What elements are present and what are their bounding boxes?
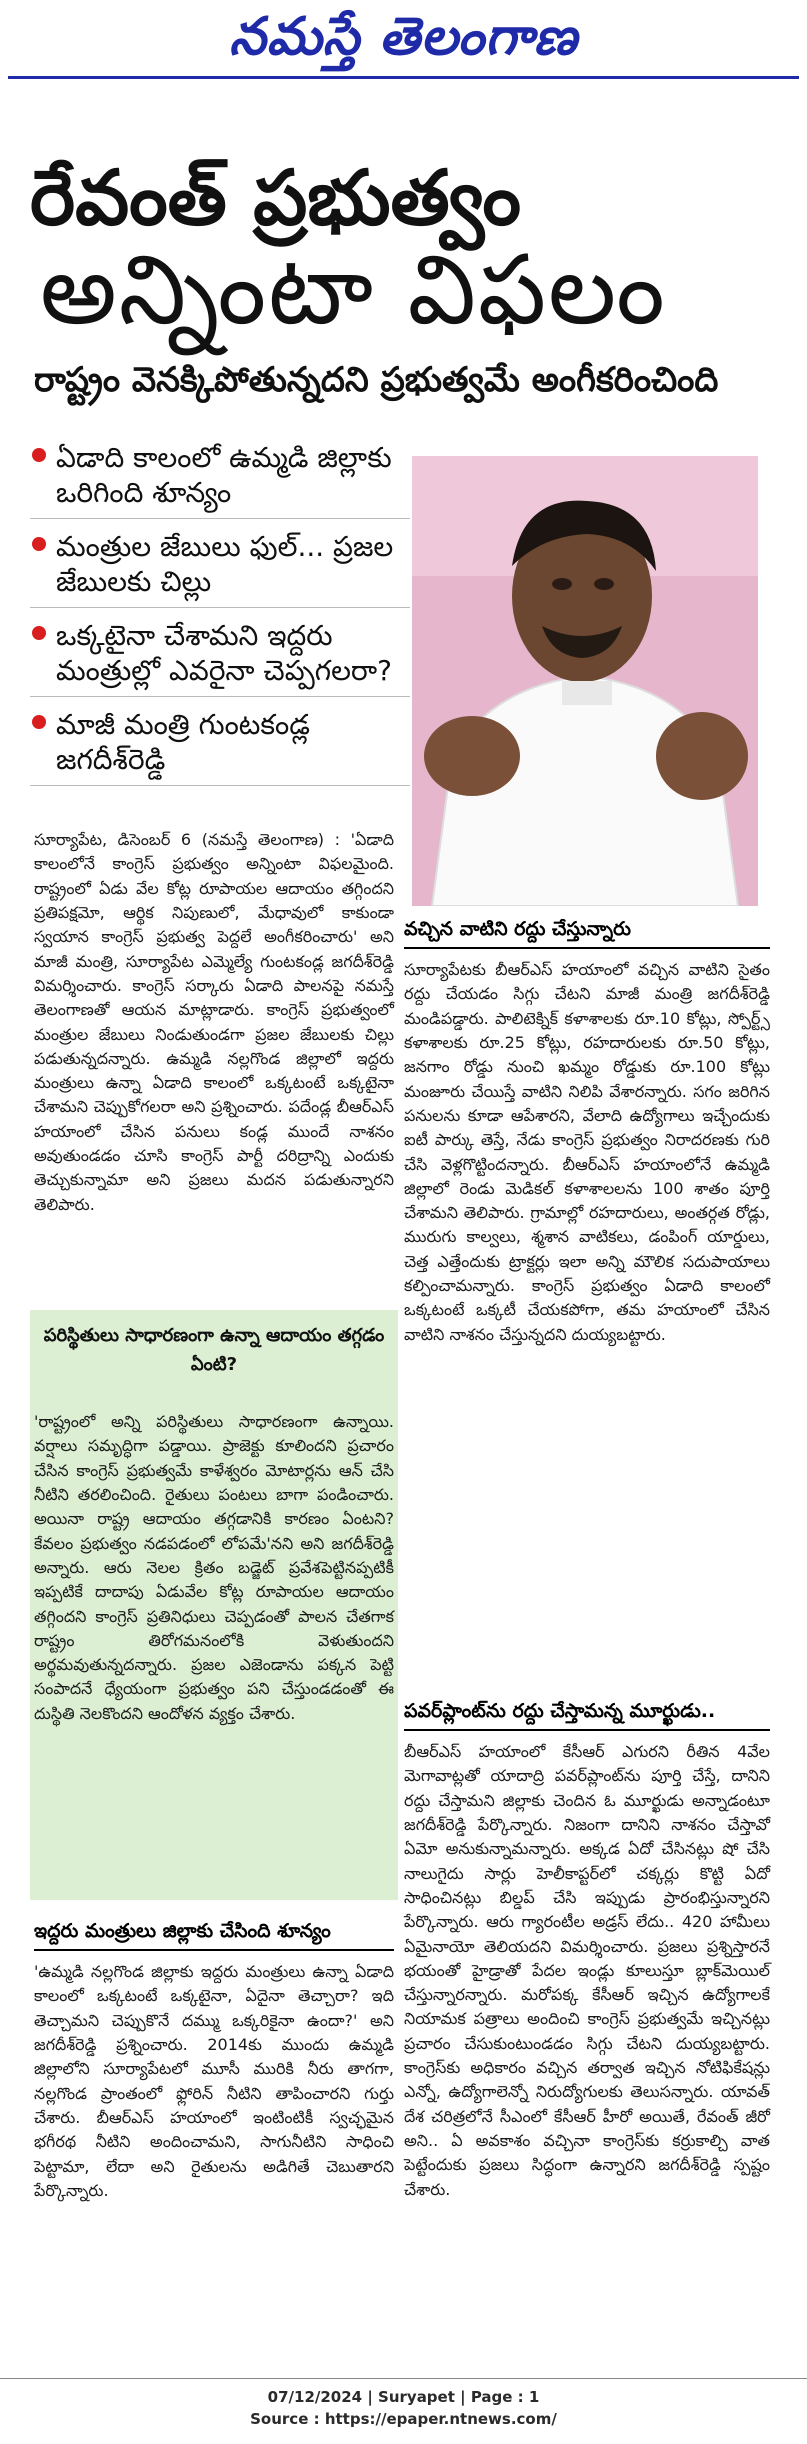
bullet-item: ఏడాది కాలంలో ఉమ్మడి జిల్లాకు ఒరిగింది శూన్యం [30,440,410,519]
footer-rule [0,2378,807,2379]
masthead-rule [8,76,799,79]
section-body-1: సూర్యాపేటకు బీఆర్‌ఎస్ హయాంలో వచ్చిన వాటిని సైతం రద్దు చేయడం సిగ్గు చేటని మాజీ మంత్రి జగదీశ్‌రెడ్డి మండిపడ్డారు. పాలిటెక్నిక్ కళాశాలకు రూ.10 కోట్లు, స్పోర్ట్స్ కళాశాలకు రూ.25 కోట్లు, రహదారులకు రూ.50 కోట్లు, జనగాం రోడ్డు నుంచి ఖమ్మం రోడ్డుకు రూ.100 కోట్లు మంజూరు చేయిస్తే వాటిని నిలిపి వేశారన్నారు. సగం జరిగిన పనులను కూడా ఆపేశారని, వేలాది ఉద్యోగాలు ఇచ్చేందుకు ఐటీ పార్కు తెస్తే, నేడు కాంగ్రెస్ ప్రభుత్వం నిరాదరణకు గురి చేసి వెళ్లగొట్టిందన్నారు. బీఆర్‌ఎస్ హయాంలోనే ఉమ్మడి జిల్లాలో రెండు మెడికల్ కళాశాలలను 100 శాతం పూర్తి చేశామని తెలిపారు. గ్రామాల్లో రహదారులు, అంతర్గత రోడ్లు, మురుగు కాల్వలు, శ్మశాన వాటికలు, డంపింగ్ యార్డులు, చెత్త ఎత్తేందుకు ట్రాక్టర్లు ఇలా అన్ని మౌలిక సదుపాయాలు కల్పించామన్నారు. కాంగ్రెస్ ప్రభుత్వం ఏడాది కాలంలో ఒక్కటంటే ఒక్కటీ చేయకపోగా, తమ హయాంలో చేసిన వాటిని నాశనం చేస్తున్నదని దుయ్యబట్టారు. [404,960,770,1344]
headline-line-1: రేవంత్ ప్రభుత్వం [30,153,521,242]
bullet-dot-icon [32,626,46,640]
bullet-dot-icon [32,715,46,729]
portrait-photo [412,456,758,906]
bullet-item: ఒక్కటైనా చేశామని ఇద్దరు మంత్రుల్లో ఎవరైనా చెప్పగలరా? [30,618,410,697]
headline-line-2: అన్నింటా విఫలం [40,234,667,346]
masthead-title: నమస్తే తెలంగాణ [229,6,578,67]
section-title-1: వచ్చిన వాటిని రద్దు చేస్తున్నారు [404,918,770,949]
highlight-box-title: పరిస్థితులు సాధారణంగా ఉన్నా ఆదాయం తగ్గడం ఏంటి? [43,1325,385,1375]
article-intro: సూర్యాపేట, డిసెంబర్ 6 (నమస్తే తెలంగాణ) : 'ఏడాది కాలంలోనే కాంగ్రెస్ ప్రభుత్వం అన్నింటా విఫలమైంది. రాష్ట్రంలో ఏడు వేల కోట్ల రూపాయల ఆదాయం తగ్గిందని ప్రతిపక్షమో, ఆర్థిక నిపుణులో, మేధావులో కాకుండా స్వయాన కాంగ్రెస్ ప్రభుత్వ పెద్దలే అంగీకరించారు' అని మాజీ మంత్రి, సూర్యాపేట ఎమ్మెల్యే గుంటకండ్ల జగదీశ్‌రెడ్డి విమర్శించారు. కాంగ్రెస్ సర్కారు ఏడాది పాలనపై నమస్తే తెలంగాణతో ఆయన మాట్లాడారు. కాంగ్రెస్ ప్రభుత్వంలో మంత్రుల జేబులు నిండుతుండగా ప్రజల జేబులకు చిల్లు పడుతున్నదన్నారు. ఉమ్మడి నల్లగొండ జిల్లాలో ఇద్దరు మంత్రులు ఉన్నా ఏడాది కాలంలో ఒక్కటంటే ఒక్కటైనా చేశామని చెప్పుకోగలరా అని ప్రశ్నించారు. పదేండ్ల బీఆర్‌ఎస్ హయాంలో చేసిన పనులు కండ్ల ముందే నాశనం అవుతుండడం చూసి కాంగ్రెస్ పార్టీ దరిద్రాన్ని ఎందుకు తెచ్చుకున్నామా అని ప్రజలు మదన పడుతున్నారని తెలిపారు. [34,830,394,1214]
subheadline: రాష్ట్రం వెనక్కిపోతున్నదని ప్రభుత్వమే అంగీకరించింది [34,360,719,400]
bullet-item: మంత్రుల జేబులు ఫుల్... ప్రజల జేబులకు చిల్లు [30,529,410,608]
footer-source-line: Source : https://epaper.ntnews.com/ [250,2410,557,2428]
bullet-dot-icon [32,537,46,551]
masthead [0,0,807,80]
bullet-dot-icon [32,448,46,462]
footer-date-line: 07/12/2024 | Suryapet | Page : 1 [267,2388,540,2406]
bullet-item: మాజీ మంత్రి గుంటకండ్ల జగదీశ్‌రెడ్డి [30,707,410,786]
section-body-2: బీఆర్‌ఎస్ హయాంలో కేసీఆర్ ఎగురని రీతిన 4వేల మెగావాట్లతో యాదాద్రి పవర్‌ప్లాంట్‌ను పూర్తి చేస్తే, దానిని రద్దు చేస్తామని జిల్లాకు చెందిన ఓ మూర్ఖుడు అన్నాడంటూ జగదీశ్‌రెడ్డి పేర్కొన్నారు. నిజంగా దానిని నాశనం చేస్తావో ఏమో అనుకున్నామన్నారు. అక్కడ ఏదో చేసినట్లు షో చేసి నాలుగైదు సార్లు హెలీకాప్టర్‌లో చక్కర్లు కొట్టి ఏదో సాధించినట్లు బిల్డప్ చేసి ఇప్పుడు ప్రారంభిస్తున్నారని పేర్కొన్నారు. ఆరు గ్యారంటీల అడ్రస్ లేదు.. 420 హామీలు ఏమైనాయో తెలియదని విమర్శించారు. ప్రజలు ప్రశ్నిస్తారనే భయంతో హైడ్రాతో పేదల ఇండ్లు కూలుస్తూ బ్లాక్‌మెయిల్ చేస్తున్నారన్నారు. మరోపక్క కేసీఆర్ ఇచ్చిన ఉద్యోగాలకే నియామక పత్రాలు అందించి కాంగ్రెస్ ప్రభుత్వమే ఇచ్చినట్లు ప్రచారం చేసుకుంటుండడం సిగ్గు చేటని దుయ్యబట్టారు. కాంగ్రెస్‌కు అధికారం వచ్చిన తర్వాత ఇచ్చిన నోటిఫికేషన్లు ఎన్నో, ఉద్యోగాలెన్నో నిరుద్యోగులకు తెలుసన్నారు. యావత్ దేశ చరిత్రలోనే సీఎంలో కేసీఆర్ హీరో అయితే, రేవంత్ జీరో అని.. ఏ అవకాశం వచ్చినా కాంగ్రెస్‌కు కర్రుకాల్చి వాత పెట్టేందుకు ప్రజలు సిద్ధంగా ఉన్నారని జగదీశ్‌రెడ్డి స్పష్టం చేశారు. [404,1742,770,2199]
bullet-list [30,440,410,796]
section-body-3: 'ఉమ్మడి నల్లగొండ జిల్లాకు ఇద్దరు మంత్రులు ఉన్నా ఏడాది కాలంలో ఒక్కటంటే ఒక్కటైనా, ఏదైనా తెచ్చారా? ఇది తెచ్చామని చెప్పుకొనే దమ్ము ఒక్కరికైనా ఉందా?' అని జగదీశ్‌రెడ్డి ప్రశ్నించారు. 2014కు ముందు ఉమ్మడి జిల్లాలోని సూర్యాపేటలో మూసీ మురికి నీరు తాగగా, నల్లగొండ ప్రాంతంలో ఫ్లోరిన్ నీటిని తాపించారని గుర్తు చేశారు. బీఆర్‌ఎస్ హయాంలో ఇంటింటికీ స్వచ్ఛమైన భగీరథ నీటిని అందించామని, సాగునీటిని సాధించి పెట్టామా, లేదా అని రైతులను అడిగితే చెబుతారని పేర్కొన్నారు. [34,1962,394,2200]
portrait-photo-icon [412,456,758,906]
highlight-box-body: 'రాష్ట్రంలో అన్ని పరిస్థితులు సాధారణంగా ఉన్నాయి. వర్షాలు సమృద్ధిగా పడ్డాయి. ప్రాజెక్టు కూలిందని ప్రచారం చేసిన కాంగ్రెస్ ప్రభుత్వమే కాళేశ్వరం మోటార్లను ఆన్ చేసి నీటిని తరలించింది. రైతులు పంటలు బాగా పండించారు. అయినా రాష్ట్ర ఆదాయం తగ్గడానికి కారణం ఏంటని? కేవలం ప్రభుత్వం నడపడంలో లోపమే'నని అని జగదీశ్‌రెడ్డి అన్నారు. ఆరు నెలల క్రితం బడ్జెట్ ప్రవేశపెట్టినప్పటికీ ఇప్పటికే దాదాపు ఏడువేల కోట్ల రూపాయల ఆదాయం తగ్గిందని కాంగ్రెస్ ప్రతినిధులు చెప్పడంతో పాలన చేతగాక రాష్ట్రం తిరోగమనంలోకి వెళుతుందని అర్థమవుతున్నదన్నారు. ప్రజల ఎజెండాను పక్కన పెట్టి సంపాదనే ధ్యేయంగా ప్రభుత్వం పని చేస్తుండడంతో ఈ దుస్థితి నెలకొందని ఆందోళన వ్యక్తం చేశారు. [34,1412,394,1723]
section-title-2: పవర్‌ప్లాంట్‌ను రద్దు చేస్తామన్న మూర్ఖుడు.. [404,1700,770,1731]
section-title-3: ఇద్దరు మంత్రులు జిల్లాకు చేసింది శూన్యం [34,1920,394,1951]
